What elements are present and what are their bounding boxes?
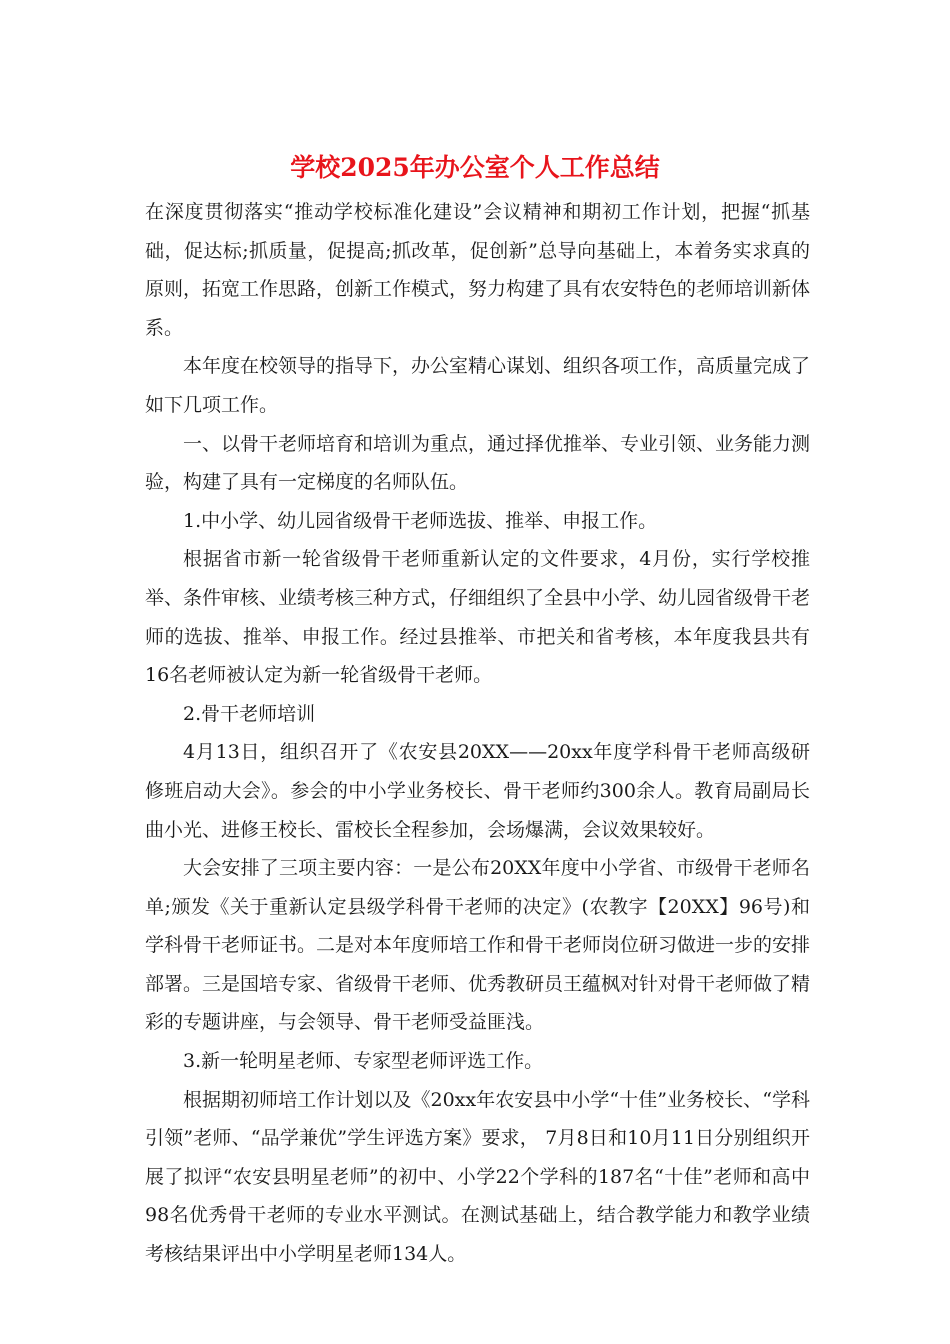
paragraph-overview: 本年度在校领导的指导下，办公室精心谋划、组织各项工作，高质量完成了如下几项工作。: [145, 355, 811, 416]
document-title: 学校2025年办公室个人工作总结: [290, 153, 660, 182]
paragraph-agenda: 大会安排了三项主要内容：一是公布20XX年度中小学省、市级骨干老师名单;颁发《关于重新认定县级学科骨干老师的决定》(农教字【20XX】96号)和学科骨干老师证书。二是对本年度师培工作和骨干老师岗位研习做进一步的安排部署。三是国培专家、省级骨干老师、优秀教研员王蕴枫对针对骨干老师做了精彩的专题讲座，与会领导、骨干老师受益匪浅。: [145, 857, 811, 1034]
document-body: [145, 193, 810, 1274]
paragraph-conference: 4月13日，组织召开了《农安县20XX——20xx年度学科骨干老师高级研修班启动大会》。参会的中小学业务校长、骨干老师约300余人。教育局副局长曲小光、进修王校长、雷校长全程参加，会场爆满，会议效果较好。: [145, 741, 810, 841]
section-heading-1: 一、以骨干老师培育和培训为重点，通过择优推举、专业引领、业务能力测验，构建了具有一定梯度的名师队伍。: [145, 432, 811, 494]
paragraph-selection: 根据省市新一轮省级骨干老师重新认定的文件要求，4月份，实行学校推举、条件审核、业绩考核三种方式，仔细组织了全县中小学、幼儿园省级骨干老师的选拔、推举、申报工作。经过县推举、市把关和省考核，本年度我县共有16名老师被认定为新一轮省级骨干老师。: [145, 548, 811, 687]
subsection-heading-1: 1.中小学、幼儿园省级骨干老师选拔、推举、申报工作。: [183, 509, 658, 532]
paragraph-intro: 在深度贯彻落实“推动学校标准化建设”会议精神和期初工作计划，把握“抓基础，促达标;抓质量，促提高;抓改革，促创新”总导向基础上，本着务实求真的原则，拓宽工作思路，创新工作模式，努力构建了具有农安特色的老师培训新体系。: [145, 201, 811, 339]
subsection-heading-2: 2.骨干老师培训: [183, 702, 316, 725]
subsection-heading-3: 3.新一轮明星老师、专家型老师评选工作。: [183, 1050, 544, 1073]
paragraph-evaluation: 根据期初师培工作计划以及《20xx年农安县中小学“十佳”业务校长、“学科引领”老师、“品学兼优”学生评选方案》要求， 7月8日和10月11日分别组织开展了拟评“农安县明星老师”的初中、小学22个学科的187名“十佳”老师和高中98名优秀骨干老师的专业水平测试。在测试基础上，结合教学能力和教学业绩考核结果评出中小学明星老师134人。: [145, 1088, 810, 1266]
